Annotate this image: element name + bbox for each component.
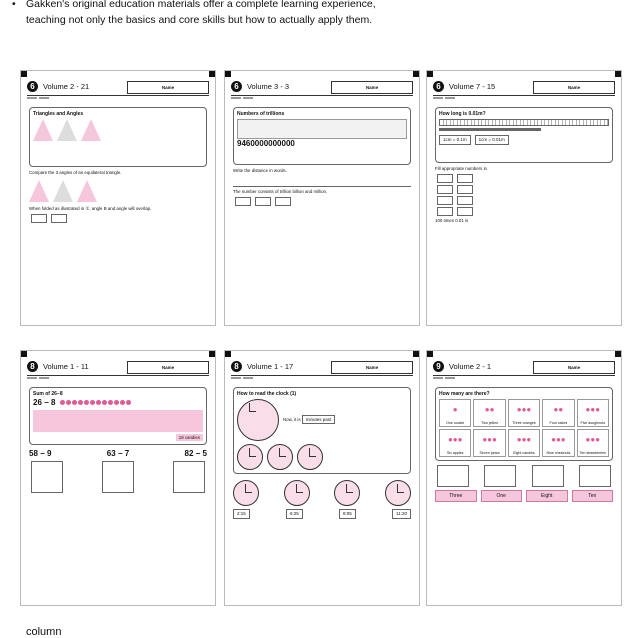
problem: 63 − 7: [106, 449, 130, 458]
name-box: Name: [127, 81, 209, 94]
problem: 82 − 5: [184, 449, 207, 458]
answer-tag: One: [481, 490, 523, 502]
grade-badge: 6: [231, 81, 242, 92]
time-label: 6:25: [286, 509, 303, 519]
item-label: Eight candies: [513, 451, 535, 455]
worksheet-card[interactable]: 8 Volume 1 - 17 Name How to read the clock (1) Now, it is minutes past 2:15 6:25 8:05 11:20: [224, 350, 420, 606]
item-label: One cookie: [446, 421, 465, 425]
bullet-dot: •: [12, 0, 16, 10]
worksheet-title: Volume 3 - 3: [246, 82, 290, 91]
intro-bullet: [12, 0, 412, 28]
grade-badge: 6: [27, 81, 38, 92]
grade-badge: 8: [231, 361, 242, 372]
item-label: Four cakes: [549, 421, 568, 425]
time-label: 2:15: [233, 509, 250, 519]
worksheet-title: Volume 1 - 11: [42, 362, 89, 371]
grade-badge: 8: [27, 361, 38, 372]
grade-badge: 6: [433, 81, 444, 92]
answer-tag: Three: [435, 490, 477, 502]
worksheet-title: Volume 2 - 21: [42, 82, 90, 91]
footer-heading: column: [26, 626, 62, 638]
worksheet-header: [27, 81, 209, 93]
worksheet-title: Volume 7 - 15: [448, 82, 496, 91]
item-label: Seven pears: [479, 451, 500, 455]
equation: 26 − 8: [33, 398, 56, 407]
grade-badge: 9: [433, 361, 444, 372]
big-number: 9460000000000: [237, 139, 295, 148]
name-box: Name: [331, 361, 413, 374]
topic: Triangles and Angles: [33, 111, 84, 117]
question: When folded as illustrated in ①, angle B and angle will overlap.: [29, 206, 152, 211]
conversion-label: 1cm = 0.1m: [439, 135, 471, 145]
name-box: Name: [533, 81, 615, 94]
topic: Sum of 26−8: [33, 391, 63, 397]
intro-text: Gakken's original education materials offer a complete learning experience, teaching not only the basics and core skills but how to actually apply them.: [26, 0, 376, 26]
topic: How many are there?: [439, 391, 490, 397]
time-label: 11:20: [392, 509, 411, 519]
worksheet-card[interactable]: [20, 70, 216, 326]
clock-prompt: minutes past: [302, 415, 336, 424]
answer-tag: Eight: [526, 490, 568, 502]
name-box: Name: [127, 361, 209, 374]
answer-tag: Ten: [572, 490, 614, 502]
topic: How to read the clock (1): [237, 391, 297, 397]
topic: Numbers of trillions: [237, 111, 285, 117]
worksheet-card[interactable]: [426, 70, 622, 326]
item-label: Two jellies: [481, 421, 498, 425]
item-label: Three oranges: [512, 421, 536, 425]
conversion-label: 1cm = 0.01m: [475, 135, 509, 145]
worksheet-title: Volume 2 - 1: [448, 362, 492, 371]
question: The number consists of trillion billion and million.: [233, 189, 328, 194]
item-label: Six apples: [446, 451, 464, 455]
question: Compare the 3 angles of an equilateral triangle.: [29, 170, 122, 175]
worksheet-card[interactable]: [20, 350, 216, 606]
item-label: Ten strawberries: [579, 451, 606, 455]
item-label: Five doughnuts: [580, 421, 606, 425]
name-box: Name: [331, 81, 413, 94]
topic: How long is 0.01m?: [439, 111, 486, 117]
question: 100 times 0.01 is: [435, 218, 469, 223]
question: Write the distance in words.: [233, 168, 287, 173]
question: Fill appropriate numbers in: [435, 166, 487, 171]
worksheet-card[interactable]: [224, 70, 420, 326]
worksheet-title: Volume 1 - 17: [246, 362, 294, 371]
worksheet-card[interactable]: 9 Volume 2 - 1 Name How many are there? ● One cookie ●● Two jellies ●●● Three oranges ●● Four cakes ●●● Five doughnuts ●●● Six apples ●●● Seven pears ●●● Eight candies ●●● Nine chestnuts ●●● Ten strawberries Three One Eight Ten: [426, 350, 622, 606]
item-label: Nine chestnuts: [546, 451, 571, 455]
answer: 18 candies: [176, 434, 203, 441]
problem: 58 − 9: [29, 449, 52, 458]
time-label: 8:05: [339, 509, 356, 519]
name-box: Name: [533, 361, 615, 374]
